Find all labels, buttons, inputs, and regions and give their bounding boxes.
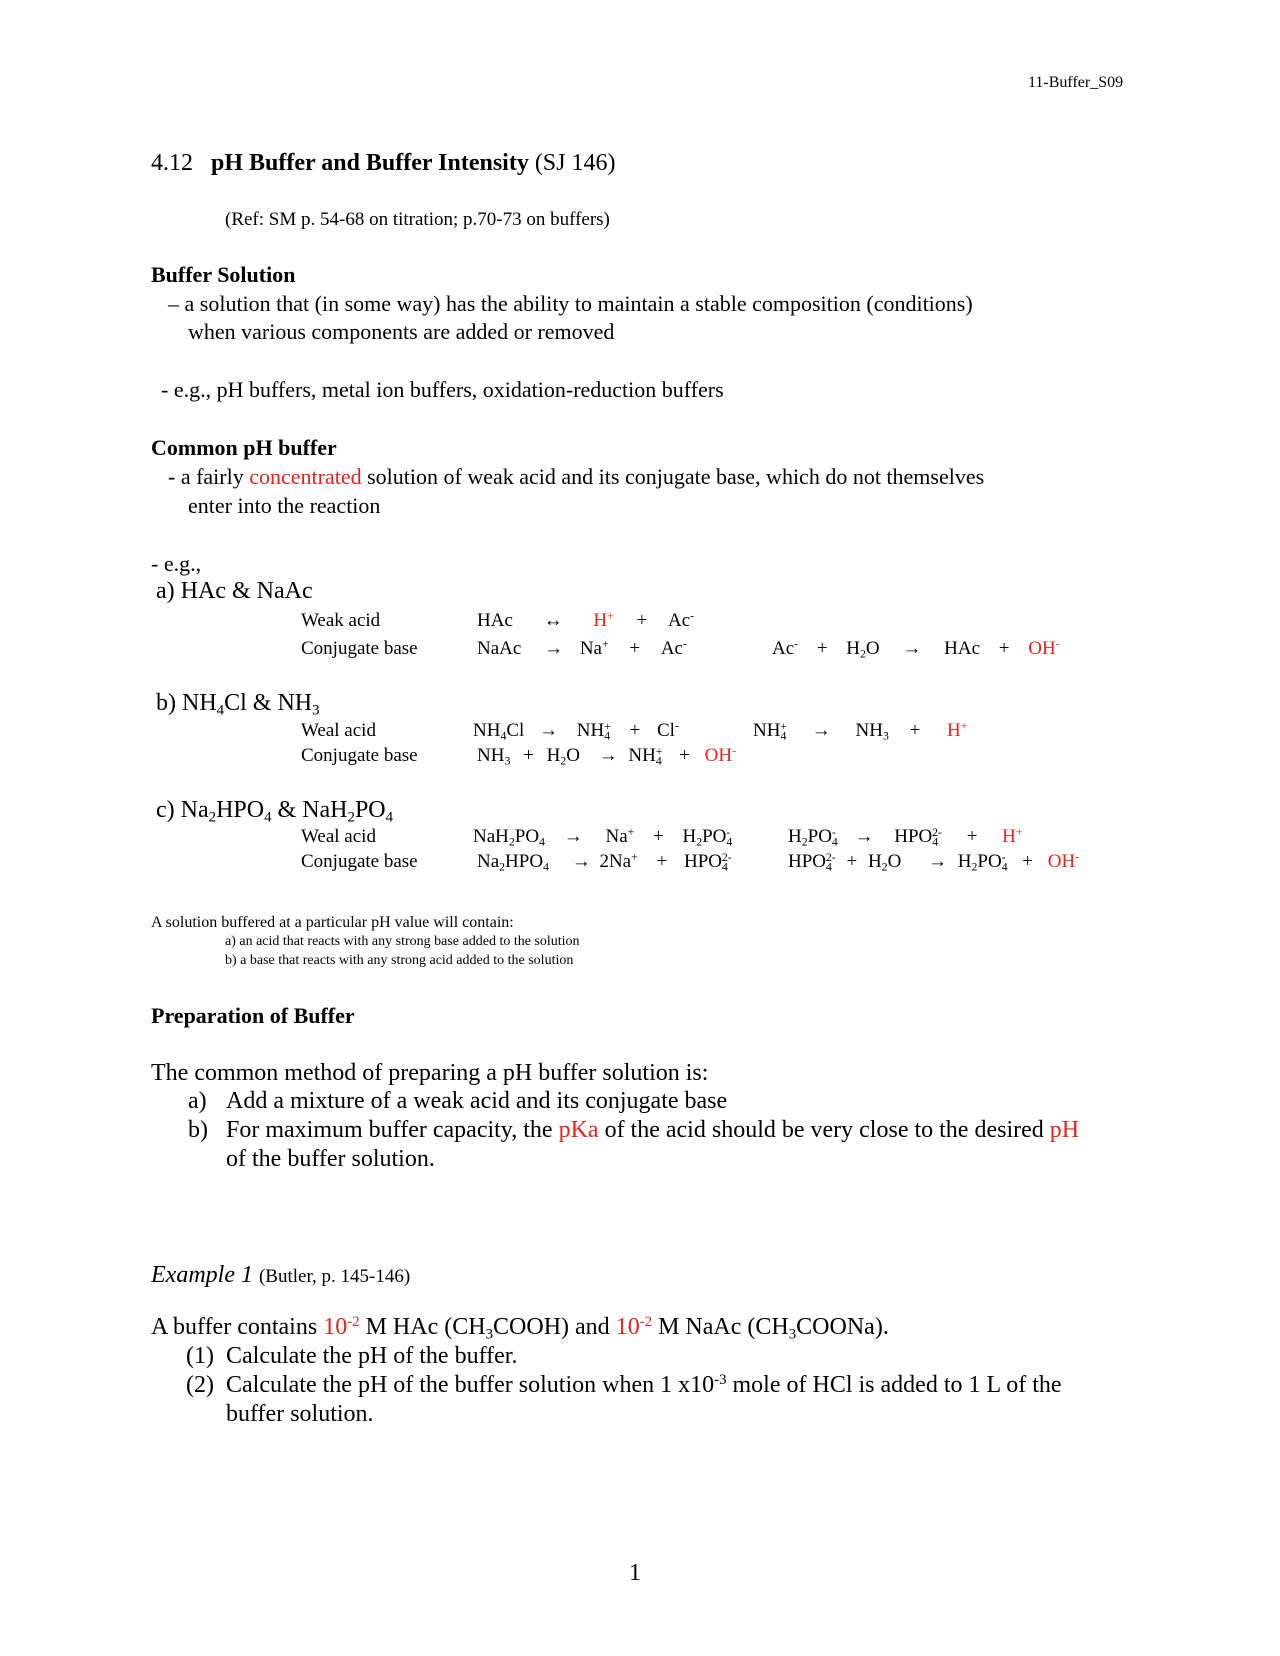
plus-sign: +	[629, 638, 641, 659]
plus-sign: +	[636, 610, 648, 631]
eg-label: - e.g.,	[151, 551, 202, 576]
equilibrium-arrow: ↔	[543, 610, 563, 631]
example-b-dissociation-equation	[753, 720, 967, 742]
example-c-label	[156, 797, 393, 824]
formula	[580, 638, 609, 659]
formula	[661, 638, 687, 659]
reaction-arrow: →	[902, 638, 922, 659]
hydroxide-highlight	[1048, 851, 1079, 872]
subscript: 2	[860, 647, 866, 661]
value: 10	[615, 1314, 640, 1340]
subscript: 2	[499, 860, 506, 874]
plus-sign: +	[816, 638, 828, 659]
charge: -	[690, 609, 695, 623]
formula: H	[546, 745, 561, 766]
subscript: 4	[385, 809, 394, 826]
plus-sign: +	[523, 745, 534, 766]
formula: H	[1002, 826, 1016, 847]
reaction-arrow: →	[539, 720, 559, 741]
reaction-arrow: →	[598, 745, 618, 766]
formula	[788, 851, 836, 872]
proton-highlight	[593, 610, 613, 631]
proton-highlight	[1002, 826, 1022, 847]
formula: H	[593, 610, 608, 631]
charge: -	[682, 637, 687, 651]
plus-sign: +	[909, 720, 921, 741]
charge: +	[655, 744, 663, 758]
charge: 2-	[721, 850, 732, 864]
plus-sign: +	[966, 826, 978, 847]
formula: H	[788, 826, 802, 847]
formula	[628, 745, 662, 766]
subscript: 3	[504, 754, 511, 768]
plus-sign: +	[653, 826, 664, 847]
subscript: 4	[264, 809, 272, 826]
reference-line: (Ref: SM p. 54-68 on titration; p.70-73 on buffers)	[225, 209, 610, 230]
formula: H	[957, 851, 972, 872]
formula: O	[865, 638, 880, 659]
charge: -	[794, 637, 799, 651]
text-segment: HPO	[216, 797, 265, 823]
subscript: 3	[312, 702, 320, 719]
formula	[477, 851, 549, 872]
page-number: 1	[629, 1560, 641, 1586]
subscript: 2	[881, 860, 888, 874]
example1-q2	[226, 1372, 1062, 1399]
value: 10	[323, 1314, 348, 1340]
plus-sign: +	[846, 851, 858, 872]
hydroxide-highlight	[705, 745, 736, 766]
formula	[684, 851, 732, 872]
text-segment: b) NH	[156, 690, 217, 716]
subscript: 4	[831, 835, 838, 849]
formula: Na	[579, 638, 602, 659]
formula: HPO	[683, 851, 722, 872]
formula: HPO	[894, 826, 933, 847]
formula: OH	[1047, 851, 1076, 872]
plus-sign: +	[656, 851, 668, 872]
text-segment: PO	[354, 797, 386, 823]
formula	[577, 720, 611, 741]
proton-highlight	[947, 720, 967, 741]
example1-q1-label: (1)	[186, 1343, 214, 1369]
subscript: 2	[971, 860, 978, 874]
example1-q1: Calculate the pH of the buffer.	[226, 1343, 518, 1369]
subscript: 4	[726, 835, 733, 849]
buffered-note-intro: A solution buffered at a particular pH value will contain:	[151, 914, 514, 931]
charge: +	[780, 719, 787, 733]
charge: +	[604, 719, 611, 733]
example1-heading	[151, 1262, 410, 1289]
charge: -	[674, 719, 679, 733]
text-segment: c) Na	[156, 797, 209, 823]
text-segment: For maximum buffer capacity, the	[226, 1117, 559, 1143]
concentration-highlight	[616, 1314, 652, 1340]
formula: H	[947, 720, 961, 741]
preparation-item-a-label: a)	[188, 1088, 207, 1114]
reaction-arrow: →	[854, 826, 874, 847]
example-b-label	[156, 690, 320, 717]
formula: NH	[473, 720, 501, 741]
ph-highlight: pH	[1049, 1117, 1080, 1143]
formula	[772, 638, 798, 659]
subscript: 4	[721, 860, 728, 874]
text-segment: mole of HCl is added to 1 L of the	[726, 1372, 1062, 1398]
example-a-weak-acid-label: Weak acid	[301, 610, 381, 631]
charge: -	[1001, 850, 1006, 864]
reaction-arrow: →	[571, 851, 591, 872]
buffer-solution-def-line2: when various components are added or removed	[188, 319, 615, 344]
subscript: 4	[543, 860, 549, 874]
formula: HAc	[477, 610, 513, 631]
pka-highlight: pKa	[558, 1117, 599, 1143]
formula: NH	[576, 720, 605, 741]
example-b-conj-base-label: Conjugate base	[301, 745, 418, 766]
exponent: -3	[714, 1371, 727, 1388]
formula: H	[682, 826, 697, 847]
formula: Cl	[657, 720, 675, 741]
formula	[682, 825, 733, 849]
section-sj-ref: (SJ 146)	[534, 150, 616, 176]
text-segment: Cl & NH	[224, 690, 313, 716]
formula: PO	[977, 851, 1002, 872]
example-c-conj-base-equation	[477, 851, 732, 873]
plus-sign: +	[629, 720, 641, 741]
formula: NH	[628, 745, 656, 766]
example-b-weak-acid-label: Weal acid	[301, 720, 376, 741]
example-a-conj-base-equation	[477, 638, 687, 660]
plus-sign: +	[998, 638, 1010, 659]
subscript: 2	[208, 809, 217, 826]
formula	[753, 720, 787, 741]
charge: +	[627, 825, 635, 839]
formula	[868, 851, 901, 872]
reaction-arrow: →	[811, 720, 831, 741]
example1-problem	[151, 1314, 889, 1341]
formula: PO	[702, 826, 727, 847]
formula: PO	[514, 826, 540, 847]
text-segment: A buffer contains	[151, 1314, 324, 1340]
exponent: -2	[347, 1313, 360, 1330]
preparation-item-b-label: b)	[188, 1117, 208, 1143]
formula: Ac	[667, 610, 691, 631]
text-segment: Calculate the pH of the buffer solution when 1 x10	[226, 1372, 715, 1398]
section-title	[151, 150, 615, 177]
formula	[547, 745, 580, 766]
formula: O	[887, 851, 902, 872]
example1-q2-line2: buffer solution.	[226, 1401, 374, 1427]
subscript: 4	[1001, 860, 1008, 874]
text-segment: COOH) and	[493, 1314, 616, 1340]
text-segment: M HAc (CH	[359, 1314, 486, 1340]
subscript: 3	[882, 729, 889, 743]
buffered-note-item-a: a) an acid that reacts with any strong base added to the solution	[225, 934, 580, 949]
formula	[855, 720, 888, 741]
subscript: 2	[347, 809, 355, 826]
document-id: 11-Buffer_S09	[1028, 74, 1124, 91]
formula	[668, 610, 694, 631]
charge: +	[960, 719, 968, 733]
plus-sign: +	[679, 745, 690, 766]
charge: -	[1075, 850, 1080, 864]
common-ph-heading: Common pH buffer	[151, 435, 337, 460]
example-c-dissociation-equation	[788, 826, 1023, 848]
example-c-weak-acid-equation	[473, 825, 733, 849]
formula: Ac	[660, 638, 683, 659]
subscript: 3	[485, 1326, 494, 1343]
buffer-examples-line: - e.g., pH buffers, metal ion buffers, oxidation-reduction buffers	[161, 377, 724, 402]
charge: -	[726, 825, 731, 839]
reaction-arrow: →	[544, 638, 564, 659]
buffer-solution-def-line1: – a solution that (in some way) has the ability to maintain a stable composition (conditions)	[168, 291, 973, 316]
buffered-note-item-b: b) a base that reacts with any strong acid added to the solution	[225, 953, 574, 968]
plus-sign: +	[1022, 851, 1033, 872]
formula	[477, 745, 510, 766]
formula: HAc	[944, 638, 981, 659]
formula: OH	[1028, 638, 1056, 659]
formula: HPO	[505, 851, 544, 872]
formula: OH	[704, 745, 733, 766]
subscript: 2	[560, 754, 567, 768]
example-c-hydrolysis-equation	[788, 851, 1079, 873]
formula: Ac	[772, 638, 795, 659]
subscript: 4	[826, 860, 832, 874]
formula	[599, 851, 637, 872]
example-c-weak-acid-label: Weal acid	[301, 826, 376, 847]
subscript: 2	[801, 835, 808, 849]
text-segment: - a fairly	[168, 464, 250, 489]
example-a-label: a) HAc & NaAc	[156, 578, 313, 604]
subscript: 4	[539, 835, 545, 849]
formula: O	[566, 745, 580, 766]
subscript: 4	[932, 835, 939, 849]
formula	[894, 826, 942, 847]
preparation-item-b	[226, 1117, 1079, 1144]
formula: NH	[477, 745, 505, 766]
preparation-heading: Preparation of Buffer	[151, 1003, 355, 1028]
preparation-item-b-line2: of the buffer solution.	[226, 1146, 435, 1172]
formula: NaAc	[477, 638, 522, 659]
concentrated-highlight: concentrated	[249, 464, 362, 489]
subscript: 4	[216, 702, 225, 719]
text-segment: M NaAc (CH	[652, 1314, 789, 1340]
formula: NH	[753, 720, 781, 741]
example-c-conj-base-label: Conjugate base	[301, 851, 418, 872]
subscript: 4	[500, 729, 507, 743]
common-ph-line1	[168, 464, 984, 490]
text-segment: of the acid should be very close to the desired	[598, 1117, 1050, 1143]
charge: 2-	[932, 825, 942, 839]
charge: +	[631, 850, 638, 864]
example1-q2-label: (2)	[186, 1372, 214, 1398]
preparation-intro: The common method of preparing a pH buffer solution is:	[151, 1060, 709, 1086]
reaction-arrow: →	[563, 826, 583, 847]
charge: -	[732, 744, 736, 758]
common-ph-line2: enter into the reaction	[188, 493, 381, 518]
example-a-weak-acid-equation	[477, 610, 694, 632]
preparation-item-a: Add a mixture of a weak acid and its conjugate base	[226, 1088, 728, 1114]
formula: 2Na	[599, 851, 632, 872]
formula: Na	[605, 826, 628, 847]
formula: H	[846, 638, 861, 659]
section-number: 4.12	[151, 150, 193, 176]
charge: +	[601, 637, 609, 651]
subscript: 2	[508, 835, 515, 849]
formula: NaH	[473, 826, 509, 847]
formula	[657, 720, 679, 741]
concentration-highlight	[323, 1314, 359, 1340]
charge: +	[607, 609, 614, 623]
charge: 2-	[825, 850, 836, 864]
formula	[788, 826, 836, 847]
example1-source: (Butler, p. 145-146)	[258, 1266, 411, 1287]
formula	[473, 826, 545, 847]
formula	[958, 851, 1006, 872]
section-heading: pH Buffer and Buffer Intensity	[211, 150, 529, 176]
subscript: 4	[780, 729, 787, 743]
formula	[473, 720, 524, 741]
formula	[605, 826, 634, 847]
text-segment: & NaH	[271, 797, 348, 823]
hydroxide-highlight	[1028, 638, 1059, 659]
example1-title: Example 1	[151, 1262, 253, 1288]
formula: PO	[807, 826, 832, 847]
formula: Cl	[506, 720, 525, 741]
example-a-hydrolysis-equation	[772, 638, 1060, 660]
subscript: 4	[604, 729, 611, 743]
subscript: 2	[696, 835, 703, 849]
charge: -	[831, 825, 836, 839]
formula: HPO	[788, 851, 827, 872]
example-b-weak-acid-equation	[473, 720, 679, 742]
example-b-conj-base-equation	[477, 745, 736, 767]
buffer-solution-heading: Buffer Solution	[151, 262, 296, 287]
formula: H	[867, 851, 882, 872]
formula	[846, 638, 879, 659]
subscript: 4	[655, 754, 662, 768]
text-segment: solution of weak acid and its conjugate base, which do not themselves	[361, 464, 985, 489]
formula: NH	[855, 720, 883, 741]
subscript: 3	[788, 1326, 797, 1343]
example-a-conj-base-label: Conjugate base	[301, 638, 418, 659]
exponent: -2	[639, 1313, 653, 1330]
reaction-arrow: →	[928, 851, 948, 872]
formula: Na	[477, 851, 500, 872]
charge: -	[1055, 637, 1060, 651]
charge: +	[1015, 825, 1023, 839]
text-segment: COONa).	[796, 1314, 889, 1340]
